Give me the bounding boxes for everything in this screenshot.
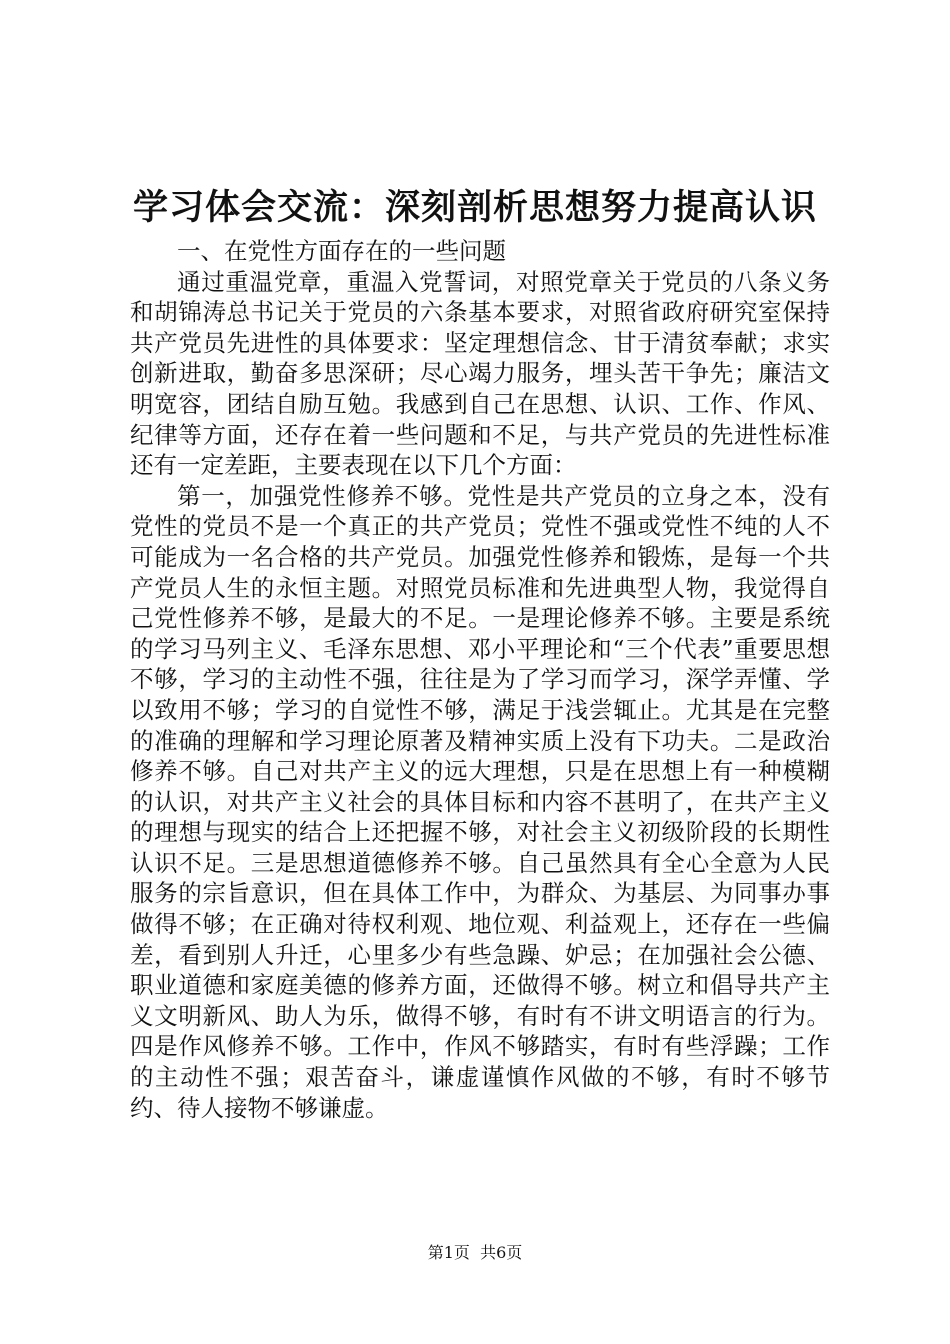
paragraph-intro: 通过重温党章，重温入党誓词，对照党章关于党员的八条义务和胡锦涛总书记关于党员的六条基本要求，对照省政府研究室保持共产党员先进性的具体要求：坚定理想信念、甘于清贫奉献；求实创新进取，勤奋多思深研；尽心竭力服务，埋头苦干争先；廉洁文明宽容，团结自励互勉。我感到自己在思想、认识、工作、作风、纪律等方面，还存在着一些问题和不足，与共产党员的先进性标准还有一定差距，主要表现在以下几个方面：	[130, 267, 830, 480]
document-body	[130, 236, 830, 1123]
document-title: 学习体会交流：深刻剖析思想努力提高认识	[132, 187, 817, 228]
section-heading: 一、在党性方面存在的一些问题	[177, 237, 506, 265]
page-footer: 第1页 共6页	[427, 1243, 523, 1262]
paragraph-first-point: 第一，加强党性修养不够。党性是共产党员的立身之本，没有党性的党员不是一个真正的共产党员；党性不强或党性不纯的人不可能成为一名合格的共产党员。加强党性修养和锻炼，是每一个共产党员人生的永恒主题。对照党员标准和先进典型人物，我觉得自己党性修养不够，是最大的不足。一是理论修养不够。主要是系统的学习马列主义、毛泽东思想、邓小平理论和“三个代表”重要思想不够，学习的主动性不强，往往是为了学习而学习，深学弄懂、学以致用不够；学习的自觉性不够，满足于浅尝辄止。尤其是在完整的准确的理解和学习理论原著及精神实质上没有下功夫。二是政治修养不够。自己对共产主义的远大理想，只是在思想上有一种模糊的认识，对共产主义社会的具体目标和内容不甚明了，在共产主义的理想与现实的结合上还把握不够，对社会主义初级阶段的长期性认识不足。三是思想道德修养不够。自己虽然具有全心全意为人民服务的宗旨意识，但在具体工作中，为群众、为基层、为同事办事做得不够；在正确对待权利观、地位观、利益观上，还存在一些偏差，看到别人升迁，心里多少有些急躁、妒忌；在加强社会公德、职业道德和家庭美德的修养方面，还做得不够。树立和倡导共产主义文明新风、助人为乐，做得不够，有时有不讲文明语言的行为。四是作风修养不够。工作中，作风不够踏实，有时有些浮躁；工作的主动性不强；艰苦奋斗，谦虚谨慎作风做的不够，有时不够节约、待人接物不够谦虚。	[130, 481, 830, 1122]
